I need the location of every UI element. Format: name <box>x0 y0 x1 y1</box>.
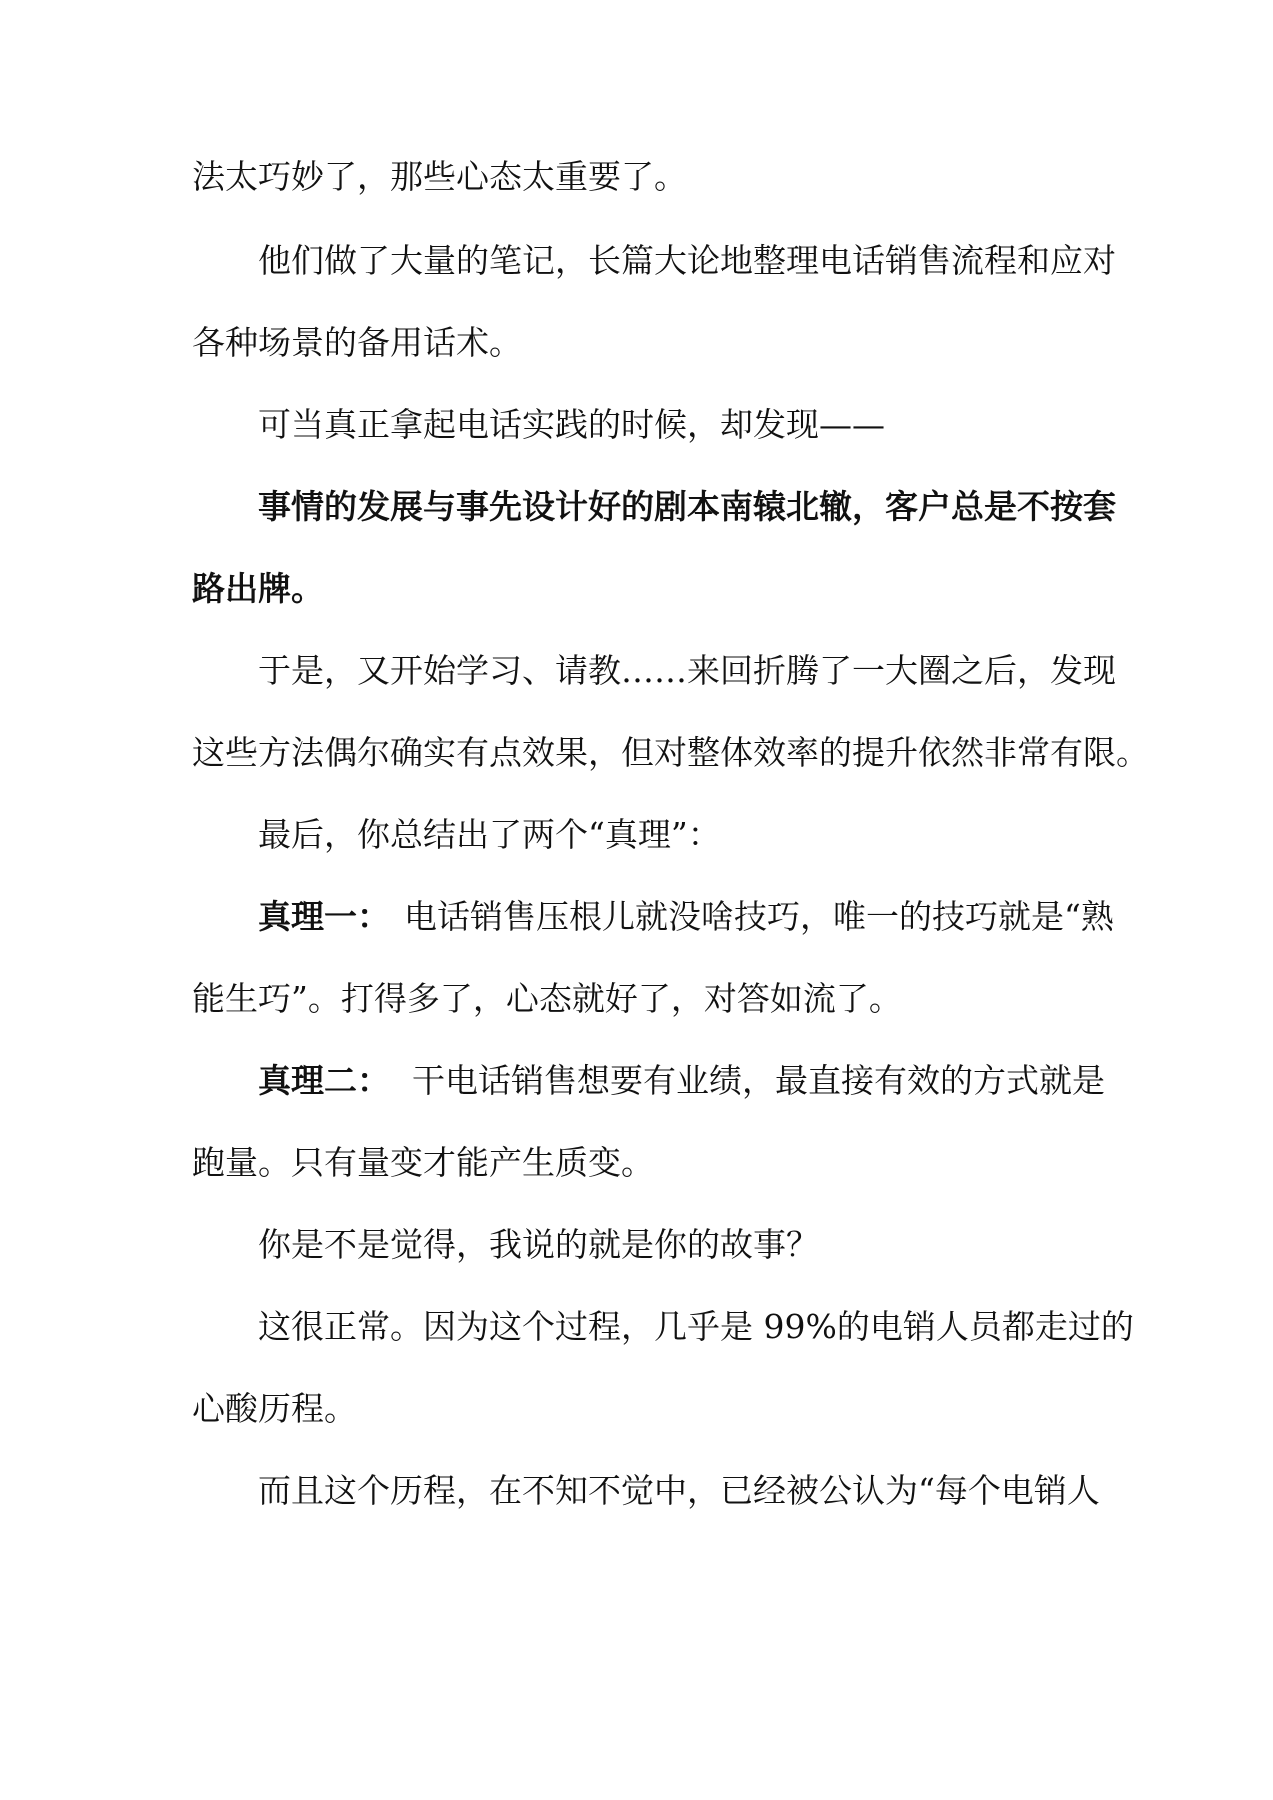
truth-two-text: 干电话销售想要有业绩，最直接有效的方式就是 <box>412 1061 1105 1100</box>
paragraph-line: 最后，你总结出了两个“真理”： <box>258 815 721 854</box>
paragraph-line: 于是，又开始学习、请教……来回折腾了一大圈之后，发现 <box>258 651 1116 690</box>
paragraph-line: 你是不是觉得，我说的就是你的故事？ <box>258 1225 819 1264</box>
bold-paragraph-line: 路出牌。 <box>192 569 324 608</box>
paragraph-line: 而且这个历程，在不知不觉中，已经被公认为“每个电销人 <box>258 1471 1100 1510</box>
paragraph-line: 能生巧”。打得多了，心态就好了，对答如流了。 <box>192 979 902 1018</box>
paragraph-line: 各种场景的备用话术。 <box>192 323 522 362</box>
bold-paragraph-line: 事情的发展与事先设计好的剧本南辕北辙，客户总是不按套 <box>258 487 1116 526</box>
truth-one-text: 电话销售压根儿就没啥技巧，唯一的技巧就是“熟 <box>404 897 1114 936</box>
paragraph-line: 这些方法偶尔确实有点效果，但对整体效率的提升依然非常有限。 <box>192 733 1149 772</box>
paragraph-line: 心酸历程。 <box>192 1389 357 1428</box>
paragraph-line: 跑量。只有量变才能产生质变。 <box>192 1143 654 1182</box>
paragraph-line: 这很正常。因为这个过程，几乎是 99%的电销人员都走过的 <box>258 1307 1134 1346</box>
paragraph-line: 法太巧妙了，那些心态太重要了。 <box>192 157 687 196</box>
document-page <box>192 155 1149 1513</box>
paragraph-line: 他们做了大量的笔记，长篇大论地整理电话销售流程和应对 <box>258 241 1116 280</box>
truth-one-line <box>192 895 1114 939</box>
truth-two-line <box>192 1059 1105 1103</box>
paragraph-line: 可当真正拿起电话实践的时候，却发现—— <box>258 405 885 444</box>
truth-two-label: 真理二： <box>258 1061 390 1100</box>
truth-one-label: 真理一： <box>258 897 390 936</box>
